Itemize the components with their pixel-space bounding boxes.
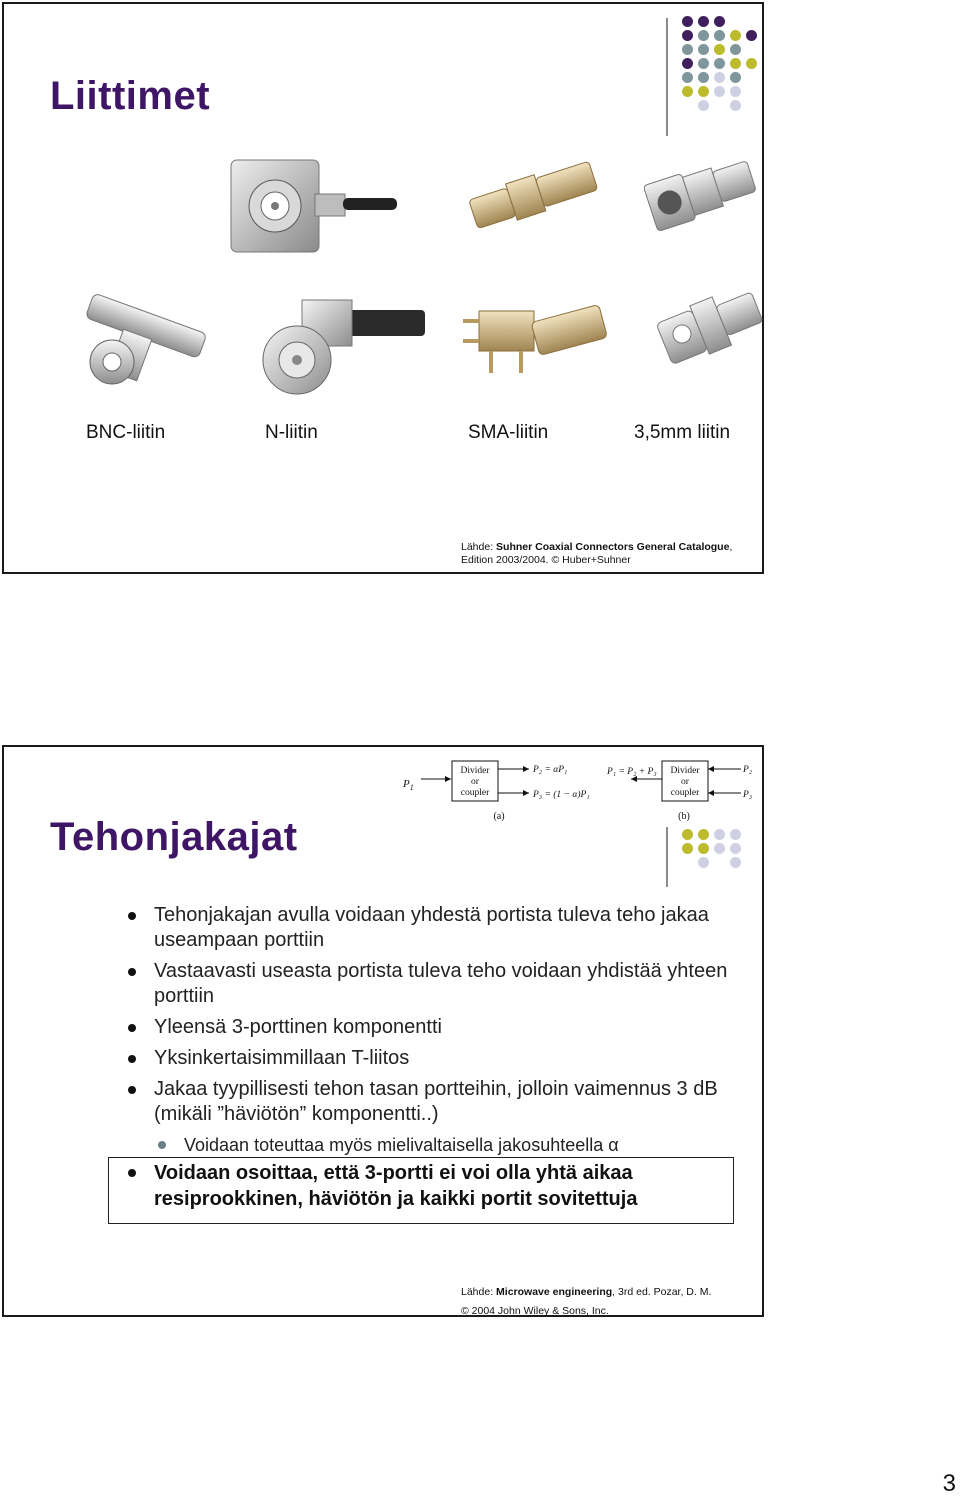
slide-title: Tehonjakajat	[50, 815, 298, 859]
caption-sma: SMA-liitin	[468, 422, 549, 443]
svg-text:Divider: Divider	[670, 766, 700, 776]
list-item: Yleensä 3-porttinen komponentti	[124, 1015, 744, 1040]
source-note: Lähde: Suhner Coaxial Connectors General Catalogue, Edition 2003/2004. © Huber+Suhner	[461, 541, 733, 566]
sma-pcb-connector-image	[459, 289, 609, 379]
diagram-label-a: (a)	[493, 811, 505, 822]
svg-text:or: or	[471, 777, 479, 787]
caption-n: N-liitin	[265, 422, 318, 443]
list-item: Yksinkertaisimmillaan T-liitos	[124, 1046, 744, 1071]
diagram-b-eq: P₁ = P₂ + P₃	[607, 767, 657, 777]
slide-tehonjakajat	[2, 745, 764, 1317]
diagram-a-eq-bottom: P₃ = (1 − α)P₁	[533, 790, 590, 800]
svg-text:or: or	[681, 777, 689, 787]
sma-adapter-image	[466, 154, 601, 234]
diagram-b-p2: P₂	[743, 765, 753, 775]
n-connector-angled-image	[252, 282, 427, 397]
power-divider-diagram	[399, 757, 764, 827]
diagram-label-b: (b)	[678, 811, 690, 822]
n-connector-flange-image	[229, 152, 399, 262]
decor-divider-line	[666, 18, 668, 136]
caption-bnc: BNC-liitin	[86, 422, 166, 443]
slide-title: Liittimet	[50, 74, 211, 118]
bnc-t-connector-image	[72, 282, 212, 392]
35mm-adapter-2-image	[654, 282, 764, 367]
diagram-b-p3: P₃	[743, 790, 753, 800]
svg-text:coupler: coupler	[670, 788, 700, 798]
list-item: Jakaa tyypillisesti tehon tasan portteihin, jolloin vaimennus 3 dB (mikäli ”häviötön” komponentti..)	[124, 1077, 744, 1127]
list-item: Vastaavasti useasta portista tuleva teho voidaan yhdistää yhteen porttiin	[124, 959, 744, 1009]
svg-text:Divider: Divider	[460, 766, 490, 776]
diagram-a-p1-label: $P_1$	[403, 778, 414, 792]
35mm-adapter-image	[644, 152, 759, 232]
svg-text:coupler: coupler	[460, 788, 490, 798]
list-item: Tehonjakajan avulla voidaan yhdestä portista tuleva teho jakaa useampaan porttiin	[124, 903, 744, 953]
decor-divider-line	[666, 827, 668, 887]
boxed-bullet: Voidaan osoittaa, että 3-portti ei voi olla yhtä aikaa resiprookkinen, häviötön ja kaikki portit sovitettuja	[124, 1160, 774, 1212]
slide-liittimet	[2, 2, 764, 574]
page-number: 3	[942, 1470, 956, 1497]
sub-list-item: Voidaan toteuttaa myös mielivaltaisella jakosuhteella α	[124, 1133, 744, 1158]
caption-35mm: 3,5mm liitin	[634, 422, 731, 443]
diagram-a-eq-top: P₂ = αP₁	[533, 765, 568, 775]
bullet-list	[124, 903, 744, 1164]
source-note: Lähde: Microwave engineering, 3rd ed. Pozar, D. M. © 2004 John Wiley & Sons, Inc.	[461, 1286, 712, 1317]
